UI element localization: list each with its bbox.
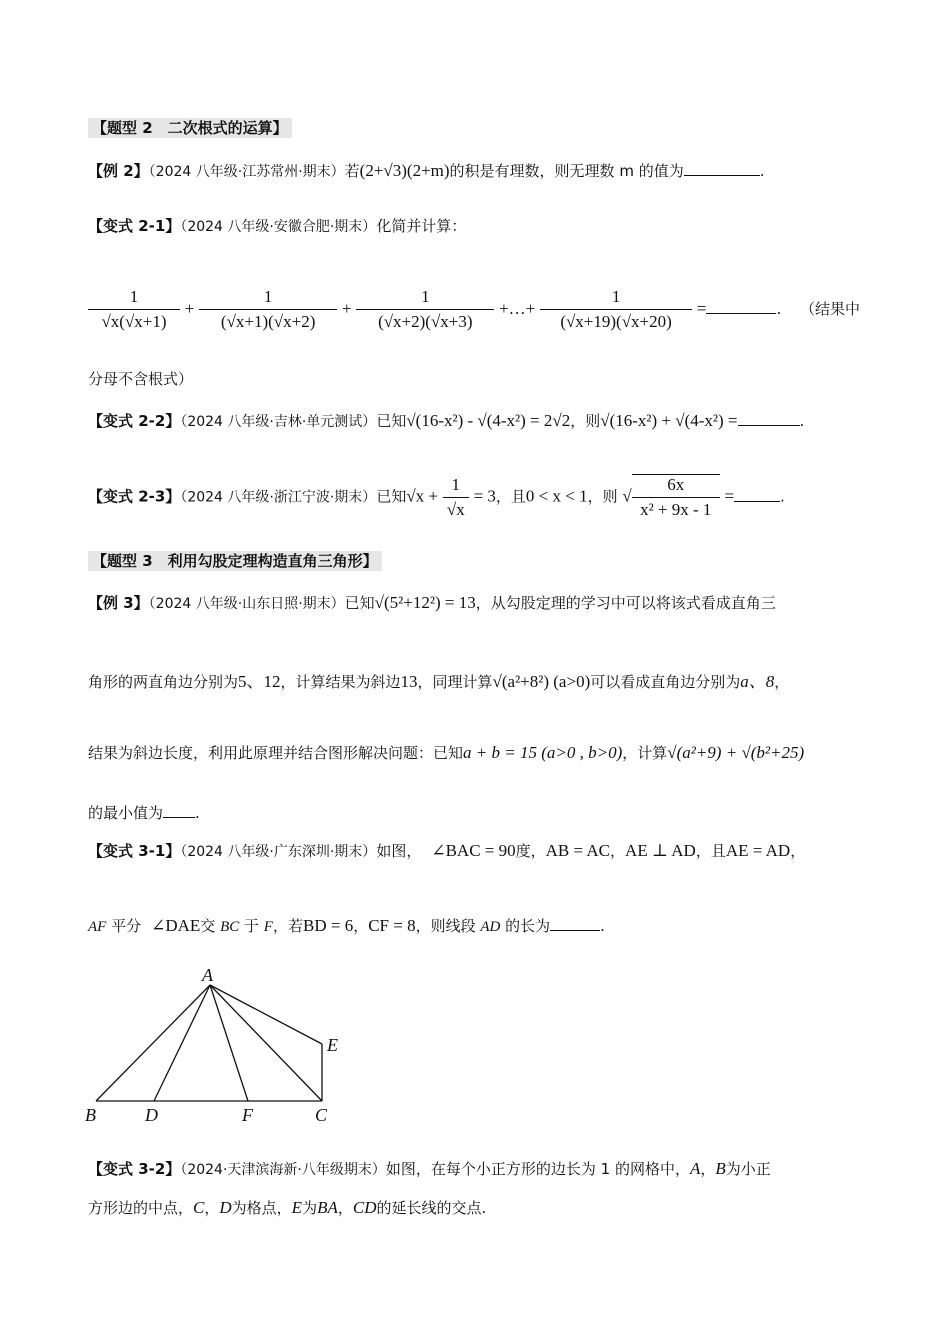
text: 平分 [106,917,142,935]
math-expression: E [291,1198,303,1217]
text: ，且 [495,487,526,506]
math-expression: BC [220,919,240,935]
text: ， [774,673,790,691]
text: 如图， [376,842,422,860]
variant-3-1-line-1 [88,840,805,861]
note: （结果中 [800,300,861,318]
problem-label: 【变式 3-2】 [88,1160,181,1178]
text: . [776,300,782,318]
text: ， [700,1160,716,1178]
text: ，则 [587,487,618,506]
math-expression: C [193,1198,205,1217]
text: 为格点， [231,1199,292,1217]
text: ，且 [695,842,726,860]
math-expression: √x + [406,486,438,506]
geometry-figure [80,965,360,1130]
text: ， [353,917,369,935]
problem-label: 【变式 2-3】 [88,487,181,506]
answer-blank[interactable] [734,487,780,502]
numerator: 6x [632,475,720,498]
text: ，计算 [622,744,668,762]
text: ，从勾股定理的学习中可以将该式看成直角三 [475,594,776,612]
text: 化简并计算： [376,217,467,235]
text: 的延长线的交点. [376,1199,487,1217]
problem-label: 【例 2】 [88,162,149,180]
math-expression: A [689,1159,701,1178]
section-2-header [88,117,292,138]
point-label-e: E [327,1035,338,1055]
answer-blank[interactable] [706,299,776,314]
math-expression: ∠DAE [151,916,201,935]
math-expression: a + b = 15 (a>0 , b>0) [463,743,623,762]
math-expression: CF = 8 [368,916,416,935]
text: ，则 [570,412,601,430]
problem-label: 【变式 2-2】 [88,412,181,430]
text: 交 [200,917,221,935]
answer-blank[interactable] [738,411,800,426]
section-header-text: 【题型 2 二次根式的运算】 [88,118,292,138]
answer-blank[interactable] [550,916,600,931]
example-3-line-4 [88,802,200,823]
variant-2-1 [88,215,466,236]
variant-2-2 [88,410,804,431]
math-expression: √(5²+12²) = 13 [374,593,476,612]
denominator: x² + 9x - 1 [640,500,712,519]
example-3-line-1 [88,592,776,613]
point-label-f: F [242,1105,253,1125]
problem-source: （2024 八年级·安徽合肥·期末） [180,219,377,235]
text: . [799,412,805,430]
fraction [632,474,720,520]
math-expression: AE = AD [725,841,791,860]
math-expression: √(a²+8²) (a>0) [492,672,591,691]
math-expression: CD [352,1198,377,1217]
text: 为 [302,1199,318,1217]
math-expression: AB = AC [545,841,611,860]
text: 已知 [376,412,407,430]
denominator: (√x+2)(√x+3) [378,312,473,331]
denominator: (√x+1)(√x+2) [220,312,316,331]
segment-ad [154,985,210,1101]
equals-sign: = [724,486,735,506]
text: 已知 [344,594,375,612]
text: 可以看成直角边分别为 [590,673,741,691]
answer-blank[interactable] [684,161,760,176]
text: ， [204,1199,220,1217]
text: ，则线段 [415,917,481,935]
numerator: 1 [443,475,469,498]
variant-3-1-line-2 [88,915,605,936]
math-expression: = 3 [473,486,496,506]
math-expression: AE ⊥ AD [625,841,696,860]
denominator: √x [446,499,465,519]
text: 角形的两直角边分别为 [88,673,239,691]
math-expression: a、8 [740,672,775,691]
section-3-header [88,550,382,571]
denominator: √x(√x+1) [101,312,167,331]
math-expression: ∠BAC = 90 [431,841,516,860]
numerator: 1 [199,287,337,310]
text: ， [610,842,626,860]
math-expression: F [263,919,273,935]
text: 的长为 [500,917,551,935]
text: ，若 [272,917,303,935]
text: 如图，在每个小正方形的边长为 1 的网格中， [385,1160,690,1178]
example-2 [88,160,764,181]
math-expression: BA [317,1198,338,1217]
math-expression: 13 [400,672,418,691]
example-3-line-3 [88,742,804,763]
text: 于 [239,917,264,935]
variant-2-3: 【变式 2-3】（2024 八年级·浙江宁波·期末）已知√x + $\frac{1}{√x}$ = 3，且0 < x < 1，则 √ $\frac{6x}{\text{x² + 9x - 1}}$ = . [88,474,785,519]
text: . [780,487,785,506]
math-expression: AD [480,919,501,935]
section-header-text: 【题型 3 利用勾股定理构造直角三角形】 [88,551,382,571]
fraction [199,287,337,332]
math-expression: 5、12 [238,672,281,691]
text: . [600,917,605,935]
ellipsis: +…+ [499,299,536,318]
text: 的最小值为 [88,804,164,822]
point-label-b: B [85,1105,96,1125]
segment-ac [210,985,322,1101]
point-label-a: A [202,965,213,985]
point-label-c: C [315,1105,328,1125]
problem-source: （2024 八年级·山东日照·期末） [148,596,345,612]
text: ，同理计算 [417,673,493,691]
example-3-line-2 [88,667,789,692]
numerator: 1 [356,287,494,310]
text: ， [337,1199,353,1217]
variant-2-1-formula: $\frac{1}{√x(√x+1)}$ + $\frac{1}{(√x+1)(√x+2)}$ + $\frac{1}{(√x+2)(√x+3)}$ +…+ $\frac{1}{(√x+19)(√x+20)}$ = . （结果中 [88,287,860,332]
fraction [540,287,692,332]
text: 结果为斜边长度，利用此原理并结合图形解决问题：已知 [88,744,464,762]
problem-label: 【例 3】 [88,594,149,612]
numerator: 1 [540,287,692,310]
math-expression: √(a²+9) + √(b²+25) [667,743,805,762]
variant-3-2-line-2 [88,1197,486,1218]
problem-source: （2024 八年级·吉林·单元测试） [180,414,377,430]
math-expression: AF [88,919,107,935]
problem-label: 【变式 3-1】 [88,842,181,860]
text: 方形边的中点， [88,1199,194,1217]
math-expression: 0 < x < 1 [525,486,588,506]
problem-source: （2024·天津滨海新·八年级期末） [180,1162,386,1178]
segment-ab [96,985,210,1101]
fraction [443,475,469,520]
math-expression: BD = 6 [302,916,354,935]
math-expression: (2+√3)(2+m) [359,161,450,180]
text: 若 [344,162,360,180]
equals-sign: = [696,299,707,318]
text: 度， [515,842,546,860]
math-expression: B [715,1159,726,1178]
text: ， [790,842,806,860]
problem-source: （2024 八年级·广东深圳·期末） [180,844,377,860]
math-expression: √(16-x²) - √(4-x²) = 2√2 [406,411,571,430]
variant-3-2-line-1 [88,1158,771,1179]
math-expression: D [219,1198,232,1217]
fraction [356,287,494,332]
text: . [195,804,200,822]
problem-label: 【变式 2-1】 [88,217,181,235]
answer-blank[interactable] [163,803,195,818]
note: 分母不含根式） [88,370,194,388]
text: 为小正 [725,1160,771,1178]
numerator: 1 [88,287,180,310]
variant-2-1-note [88,368,193,389]
problem-source: （2024 八年级·浙江宁波·期末） [180,489,377,506]
math-expression: √(16-x²) + √(4-x²) = [600,411,738,430]
fraction [88,287,180,332]
denominator: (√x+19)(√x+20) [560,312,672,331]
text: 的积是有理数，则无理数 m 的值为 [449,162,684,180]
text: . [759,162,765,180]
problem-source: （2024 八年级·江苏常州·期末） [148,164,345,180]
text: ，计算结果为斜边 [280,673,401,691]
text: 已知 [376,487,407,506]
point-label-d: D [145,1105,158,1125]
